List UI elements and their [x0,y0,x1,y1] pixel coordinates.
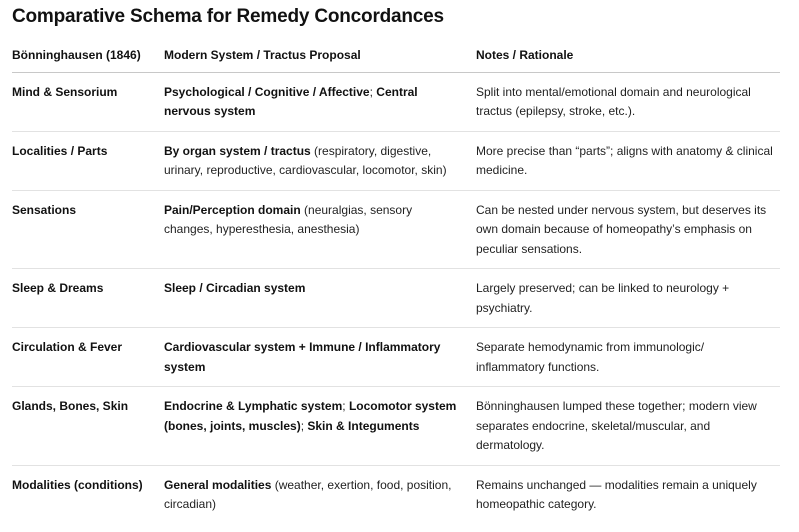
table-row [12,190,780,269]
modern-system-term: Skin & Integuments [307,418,420,433]
modern-system-term: By organ system / tractus [164,143,311,158]
table-row [12,328,780,387]
modern-system-detail: ; [300,418,308,433]
header-row [12,46,780,72]
table-row [12,72,780,131]
modern-system-term: Pain/Perception domain [164,202,301,217]
notes-rationale: Largely preserved; can be linked to neurology + psychiatry. [476,269,780,328]
table-row [12,269,780,328]
bonninghausen-category: Glands, Bones, Skin [12,387,164,466]
notes-rationale: Bönninghausen lumped these together; modern view separates endocrine, skeletal/muscular, and dermatology. [476,387,780,466]
table-header [12,46,780,72]
notes-rationale: Remains unchanged — modalities remain a uniquely homeopathic category. [476,477,757,511]
bonninghausen-category: Modalities (conditions) [12,477,143,492]
table-row [12,387,780,466]
table-body [12,72,780,524]
modern-system-term: Locomotor system (bones, joints, muscles) [164,399,457,433]
notes-rationale: More precise than “parts”; aligns with anatomy & clinical medicine. [476,131,780,190]
header-notes: Notes / Rationale [476,46,780,72]
modern-system-detail: ; [342,399,349,413]
modern-system-term: Psychological / Cognitive / Affective [164,84,370,99]
modern-system-detail: ; [369,84,377,99]
modern-system-term: Sleep / Circadian system [164,281,306,295]
bonninghausen-category: Circulation & Fever [12,328,164,387]
bonninghausen-category: Localities / Parts [12,131,164,190]
modern-system-cell [164,190,476,269]
modern-system-cell [164,387,476,466]
header-bonninghausen: Bönninghausen (1846) [12,46,164,72]
modern-system-detail: (respiratory, digestive, urinary, reproductive, cardiovascular, locomotor, skin) [164,143,447,177]
notes-rationale: Separate hemodynamic from immunologic/ inflammatory functions. [476,328,780,387]
modern-system-detail: (neuralgias, sensory changes, hyperesthesia, anesthesia) [164,202,413,236]
table-row [12,465,780,524]
modern-system-cell [164,465,476,524]
bonninghausen-category: Sensations [12,190,164,269]
modern-system-cell [164,328,476,387]
bonninghausen-category: Sleep & Dreams [12,269,164,328]
modern-system-cell [164,269,476,328]
modern-system-term: Cardiovascular system + Immune / Inflammatory system [164,340,441,374]
notes-rationale: Split into mental/emotional domain and neurological tractus (epilepsy, stroke, etc.). [476,72,780,131]
modern-system-cell [164,131,476,190]
bonninghausen-category: Mind & Sensorium [12,72,164,131]
schema-table [12,46,780,524]
modern-system-cell [164,72,476,131]
table-row [12,131,780,190]
modern-system-detail: (weather, exertion, food, position, circadian) [164,477,452,511]
modern-system-term: Central nervous system [164,84,418,118]
modern-system-term: General modalities [164,477,272,492]
header-modern-system: Modern System / Tractus Proposal [164,46,476,72]
modern-system-term: Endocrine & Lymphatic system [164,399,343,413]
notes-rationale: Can be nested under nervous system, but deserves its own domain because of homeopathy’s emphasis on peculiar sensations. [476,190,780,269]
page-title: Comparative Schema for Remedy Concordances [12,6,444,27]
